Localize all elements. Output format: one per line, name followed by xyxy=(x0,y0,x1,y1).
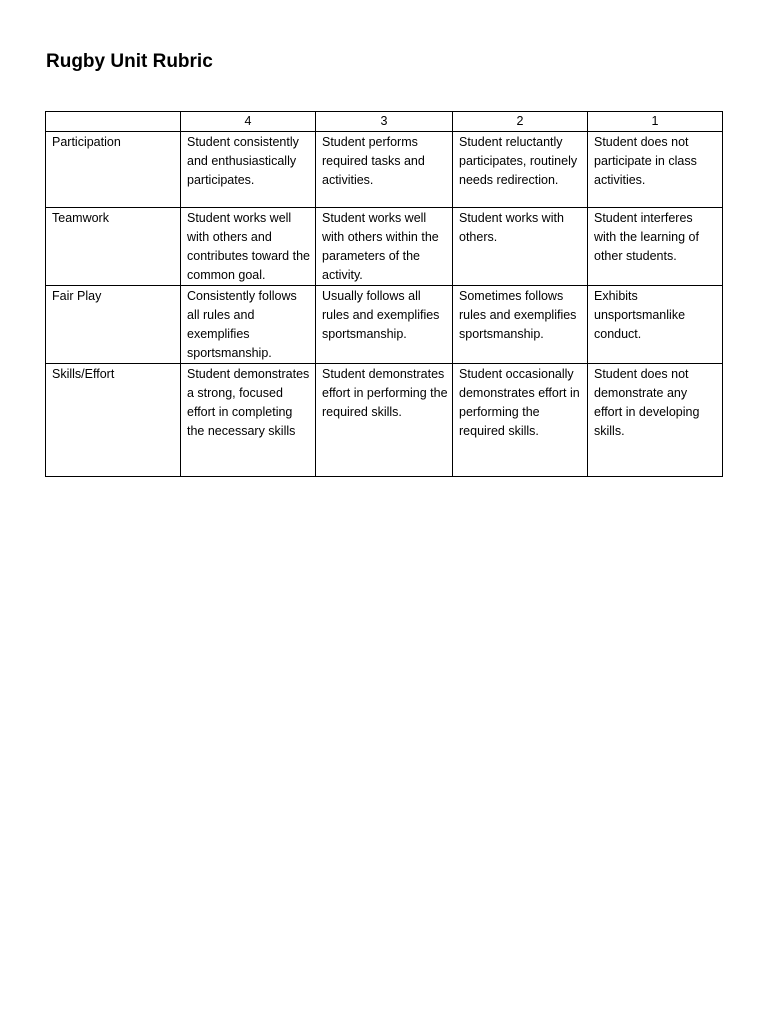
header-cell-score-1: 1 xyxy=(588,112,723,132)
header-cell-criterion xyxy=(46,112,181,132)
score-4-cell: Consistently follows all rules and exemplifies sportsmanship. xyxy=(181,286,316,364)
score-1-cell: Student does not participate in class activities. xyxy=(588,132,723,208)
header-cell-score-2: 2 xyxy=(453,112,588,132)
table-row xyxy=(46,208,723,286)
score-1-cell: Student does not demonstrate any effort in developing skills. xyxy=(588,364,723,477)
score-4-cell: Student consistently and enthusiastically participates. xyxy=(181,132,316,208)
criterion-cell: Teamwork xyxy=(46,208,181,286)
header-cell-score-3: 3 xyxy=(316,112,453,132)
score-1-cell: Exhibits unsportsmanlike conduct. xyxy=(588,286,723,364)
score-3-cell: Student demonstrates effort in performing the required skills. xyxy=(316,364,453,477)
score-2-cell: Student works with others. xyxy=(453,208,588,286)
score-3-cell: Usually follows all rules and exemplifies sportsmanship. xyxy=(316,286,453,364)
rubric-table xyxy=(45,111,723,477)
criterion-cell: Fair Play xyxy=(46,286,181,364)
score-4-cell: Student demonstrates a strong, focused effort in completing the necessary skills xyxy=(181,364,316,477)
criterion-cell: Skills/Effort xyxy=(46,364,181,477)
score-4-cell: Student works well with others and contributes toward the common goal. xyxy=(181,208,316,286)
criterion-cell: Participation xyxy=(46,132,181,208)
score-1-cell: Student interferes with the learning of other students. xyxy=(588,208,723,286)
header-cell-score-4: 4 xyxy=(181,112,316,132)
table-header-row xyxy=(46,112,723,132)
score-3-cell: Student performs required tasks and activities. xyxy=(316,132,453,208)
score-2-cell: Student reluctantly participates, routinely needs redirection. xyxy=(453,132,588,208)
score-3-cell: Student works well with others within the parameters of the activity. xyxy=(316,208,453,286)
table-row xyxy=(46,286,723,364)
table-row xyxy=(46,364,723,477)
table-row xyxy=(46,132,723,208)
score-2-cell: Student occasionally demonstrates effort in performing the required skills. xyxy=(453,364,588,477)
document-title: Rugby Unit Rubric xyxy=(46,51,213,72)
score-2-cell: Sometimes follows rules and exemplifies sportsmanship. xyxy=(453,286,588,364)
